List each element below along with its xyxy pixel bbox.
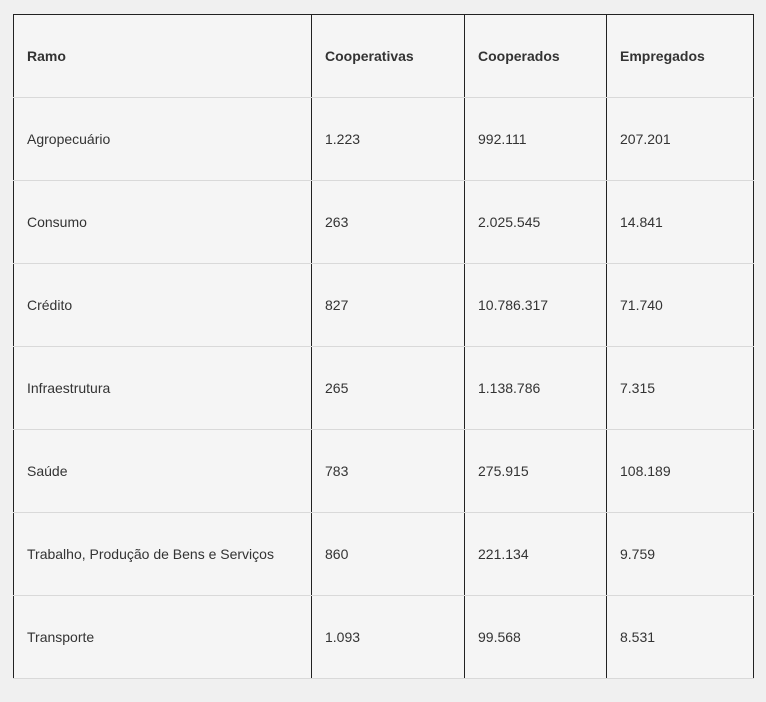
cell-empregados: 7.315: [607, 347, 754, 430]
cell-cooperados: 992.111: [465, 98, 607, 181]
cell-cooperativas: 265: [312, 347, 465, 430]
cell-ramo: Crédito: [14, 264, 312, 347]
cell-empregados: 207.201: [607, 98, 754, 181]
header-ramo: Ramo: [14, 15, 312, 98]
cell-ramo: Infraestrutura: [14, 347, 312, 430]
cell-empregados: 108.189: [607, 430, 754, 513]
cell-cooperados: 10.786.317: [465, 264, 607, 347]
table-row: [14, 264, 754, 347]
cell-empregados: 71.740: [607, 264, 754, 347]
cell-ramo: Consumo: [14, 181, 312, 264]
cell-cooperados: 1.138.786: [465, 347, 607, 430]
table-row: [14, 596, 754, 679]
table-header-row: [14, 15, 754, 98]
cell-cooperativas: 827: [312, 264, 465, 347]
cell-ramo: Saúde: [14, 430, 312, 513]
table-row: [14, 181, 754, 264]
table-row: [14, 513, 754, 596]
header-empregados: Empregados: [607, 15, 754, 98]
cooperatives-table: [13, 14, 754, 679]
table-row: [14, 98, 754, 181]
cell-cooperados: 221.134: [465, 513, 607, 596]
cell-cooperativas: 1.223: [312, 98, 465, 181]
cell-empregados: 9.759: [607, 513, 754, 596]
cell-cooperados: 275.915: [465, 430, 607, 513]
cell-cooperativas: 860: [312, 513, 465, 596]
cell-cooperativas: 1.093: [312, 596, 465, 679]
cell-cooperados: 99.568: [465, 596, 607, 679]
cell-empregados: 14.841: [607, 181, 754, 264]
cell-cooperativas: 783: [312, 430, 465, 513]
cell-ramo: Trabalho, Produção de Bens e Serviços: [14, 513, 312, 596]
cell-empregados: 8.531: [607, 596, 754, 679]
table-row: [14, 347, 754, 430]
cell-ramo: Agropecuário: [14, 98, 312, 181]
header-cooperativas: Cooperativas: [312, 15, 465, 98]
cell-cooperados: 2.025.545: [465, 181, 607, 264]
cell-ramo: Transporte: [14, 596, 312, 679]
table-row: [14, 430, 754, 513]
cell-cooperativas: 263: [312, 181, 465, 264]
header-cooperados: Cooperados: [465, 15, 607, 98]
